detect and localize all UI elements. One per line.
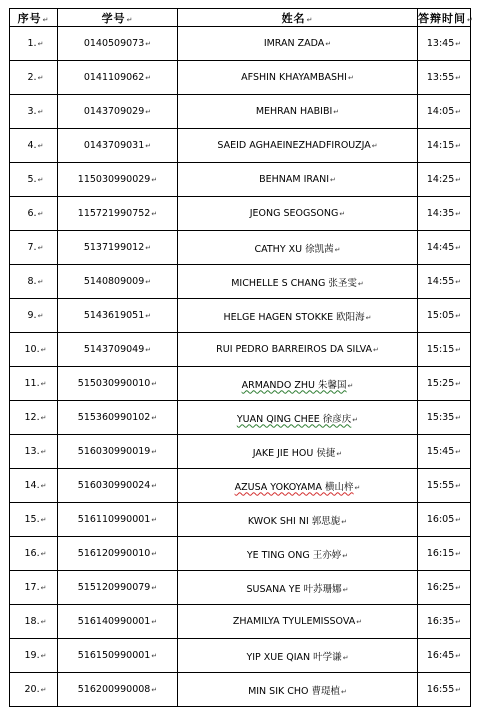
table-row [10,639,471,673]
student-id [58,61,178,95]
student-name [178,367,418,401]
row-number [10,231,58,265]
defense-time-text: 16:15 [426,548,455,559]
student-name-text: RUI PEDRO BARREIROS DA SILVA [216,344,372,355]
table-row [10,197,471,231]
student-id [58,639,178,673]
defense-time-text: 16:35 [426,616,455,627]
cell-end-mark-icon: ↵ [455,108,462,116]
cell-end-mark-icon: ↵ [151,686,158,694]
student-name [178,163,418,197]
cell-end-mark-icon: ↵ [145,74,152,82]
defense-time [418,265,471,299]
cell-end-mark-icon: ↵ [151,448,158,456]
student-id-text: 0143709029 [83,106,145,117]
header-time: 答辩时间↵ [418,9,471,27]
table-row [10,299,471,333]
table-row [10,61,471,95]
student-name-text: MEHRAN HABIBI [255,106,333,117]
table-row [10,163,471,197]
student-id-text: 516150990001 [77,650,151,661]
cell-end-mark-icon: ↵ [40,346,47,354]
cell-end-mark-icon: ↵ [455,176,462,184]
student-name-text: SAEID AGHAEINEZHADFIROUZJA [217,140,371,151]
cell-end-mark-icon: ↵ [151,618,158,626]
row-number [10,163,58,197]
table-row [10,401,471,435]
cell-end-mark-icon: ↵ [455,74,462,82]
student-id-text: 115721990752 [77,208,151,219]
table-row [10,435,471,469]
student-name [178,503,418,537]
cell-end-mark-icon: ↵ [342,653,349,662]
student-id [58,299,178,333]
student-id-text: 5137199012 [83,242,145,253]
student-id-text: 0143709031 [83,140,145,151]
row-number-text: 17. [24,582,40,593]
defense-time [418,299,471,333]
defense-time-text: 16:55 [426,684,455,695]
student-name-text: AFSHIN KHAYAMBASHI [241,72,347,83]
table-row [10,469,471,503]
student-id-text: 516140990001 [77,616,151,627]
cell-end-mark-icon: ↵ [455,414,462,422]
row-number [10,537,58,571]
student-id [58,571,178,605]
student-name [178,197,418,231]
cell-end-mark-icon: ↵ [37,142,44,150]
header-name: 姓名↵ [178,9,418,27]
student-name-text: JEONG SEOGSONG [249,208,339,219]
row-number-text: 20. [24,684,40,695]
student-id [58,333,178,367]
table-row [10,503,471,537]
cell-end-mark-icon: ↵ [37,312,44,320]
student-id [58,435,178,469]
defense-time [418,503,471,537]
row-number [10,367,58,401]
cell-end-mark-icon: ↵ [334,245,341,254]
row-number-text: 8. [27,276,37,287]
student-id [58,503,178,537]
cell-end-mark-icon: ↵ [341,687,347,696]
cell-end-mark-icon: ↵ [455,312,462,320]
student-name-text: HELGE HAGEN STOKKE 欧阳海 [223,311,365,323]
row-number-text: 10. [24,344,40,355]
student-name [178,401,418,435]
defense-time [418,333,471,367]
defense-time [418,537,471,571]
table-row [10,571,471,605]
row-number-text: 6. [27,208,37,219]
student-name-text: ZHAMILYA TYULEMISSOVA [232,616,356,627]
defense-time [418,367,471,401]
defense-time-text: 14:45 [426,242,455,253]
cell-end-mark-icon: ↵ [40,448,47,456]
cell-end-mark-icon: ↵ [342,585,349,594]
student-name-text: KWOK SHI NI 郭思旎 [247,515,341,527]
row-number-text: 18. [24,616,40,627]
student-name-text: ARMANDO ZHU 朱馨国 [241,379,347,391]
defense-time [418,639,471,673]
cell-end-mark-icon: ↵ [37,210,44,218]
row-number-text: 13. [24,446,40,457]
row-number-text: 2. [27,72,37,83]
table-row [10,265,471,299]
student-id-text: 516030990019 [77,446,151,457]
header-id: 学号↵ [58,9,178,27]
defense-time [418,605,471,639]
cell-end-mark-icon: ↵ [325,40,332,48]
table-row [10,367,471,401]
cell-end-mark-icon: ↵ [145,312,152,320]
header-row [10,9,471,27]
student-name [178,265,418,299]
cell-end-mark-icon: ↵ [40,380,47,388]
defense-time-text: 13:45 [426,38,455,49]
student-id [58,231,178,265]
cell-end-mark-icon: ↵ [151,380,158,388]
defense-time [418,673,471,707]
student-name [178,673,418,707]
table-row [10,537,471,571]
cell-end-mark-icon: ↵ [455,346,462,354]
row-number [10,61,58,95]
cell-end-mark-icon: ↵ [145,40,152,48]
cell-end-mark-icon: ↵ [330,176,336,184]
cell-end-mark-icon: ↵ [145,108,152,116]
defense-time-text: 16:05 [426,514,455,525]
row-number [10,673,58,707]
cell-end-mark-icon: ↵ [467,15,474,24]
row-number [10,435,58,469]
defense-time [418,231,471,265]
cell-end-mark-icon: ↵ [40,414,47,422]
cell-end-mark-icon: ↵ [455,40,462,48]
cell-end-mark-icon: ↵ [455,516,462,524]
student-id [58,129,178,163]
cell-end-mark-icon: ↵ [151,584,158,592]
defense-time [418,129,471,163]
student-id [58,27,178,61]
cell-end-mark-icon: ↵ [357,279,364,288]
defense-time-text: 15:05 [426,310,455,321]
cell-end-mark-icon: ↵ [42,15,50,24]
student-id-text: 516120990010 [77,548,151,559]
cell-end-mark-icon: ↵ [37,176,44,184]
cell-end-mark-icon: ↵ [40,686,47,694]
header-no: 序号↵ [10,9,58,27]
cell-end-mark-icon: ↵ [306,15,314,24]
defense-time [418,61,471,95]
defense-time-text: 14:15 [426,140,455,151]
defense-time [418,435,471,469]
row-number-text: 5. [27,174,37,185]
student-id-text: 515120990079 [77,582,151,593]
table-row [10,95,471,129]
row-number [10,401,58,435]
defense-time-text: 15:15 [426,344,455,355]
student-name [178,231,418,265]
row-number [10,469,58,503]
student-id-text: 115030990029 [77,174,151,185]
student-id-text: 516110990001 [77,514,151,525]
cell-end-mark-icon: ↵ [356,618,363,626]
row-number-text: 16. [24,548,40,559]
row-number [10,299,58,333]
row-number [10,571,58,605]
cell-end-mark-icon: ↵ [455,380,462,388]
row-number-text: 19. [24,650,40,661]
student-id [58,469,178,503]
student-name-text: CATHY XU 徐凯茜 [254,243,334,255]
cell-end-mark-icon: ↵ [339,210,346,218]
student-id-text: 5140809009 [83,276,145,287]
cell-end-mark-icon: ↵ [126,15,134,24]
defense-time-text: 15:45 [426,446,455,457]
cell-end-mark-icon: ↵ [333,108,340,116]
student-id [58,367,178,401]
row-number-text: 1. [27,38,37,49]
cell-end-mark-icon: ↵ [151,550,158,558]
cell-end-mark-icon: ↵ [455,244,462,252]
defense-time-text: 15:25 [426,378,455,389]
defense-time-text: 15:35 [426,412,455,423]
defense-time-text: 14:35 [426,208,455,219]
cell-end-mark-icon: ↵ [145,278,152,286]
row-number [10,95,58,129]
row-number-text: 3. [27,106,37,117]
row-number [10,333,58,367]
student-name-text: MICHELLE S CHANG 张圣雯 [231,277,357,289]
row-number [10,27,58,61]
defense-time [418,163,471,197]
defense-time-text: 14:55 [426,276,455,287]
student-name [178,61,418,95]
student-id-text: 0141109062 [83,72,145,83]
defense-time [418,27,471,61]
student-id [58,163,178,197]
cell-end-mark-icon: ↵ [151,652,158,660]
student-name [178,469,418,503]
student-name-text: AZUSA YOKOYAMA 横山梓 [234,481,354,493]
defense-time [418,197,471,231]
cell-end-mark-icon: ↵ [37,40,44,48]
student-name [178,333,418,367]
student-id [58,95,178,129]
student-id [58,197,178,231]
cell-end-mark-icon: ↵ [336,449,343,458]
student-id-text: 516200990008 [77,684,151,695]
cell-end-mark-icon: ↵ [455,686,462,694]
cell-end-mark-icon: ↵ [455,652,462,660]
schedule-table [9,8,474,707]
row-number [10,129,58,163]
student-name [178,299,418,333]
student-name [178,639,418,673]
table-row [10,231,471,265]
defense-time-text: 16:25 [426,582,455,593]
cell-end-mark-icon: ↵ [40,652,47,660]
cell-end-mark-icon: ↵ [37,244,44,252]
cell-end-mark-icon: ↵ [371,142,378,150]
defense-time-text: 14:05 [426,106,455,117]
row-number-text: 7. [27,242,37,253]
cell-end-mark-icon: ↵ [151,516,158,524]
table-row [10,27,471,61]
defense-time-text: 13:55 [426,72,455,83]
cell-end-mark-icon: ↵ [342,551,349,560]
cell-end-mark-icon: ↵ [40,482,47,490]
row-number-text: 11. [24,378,40,389]
cell-end-mark-icon: ↵ [455,618,462,626]
cell-end-mark-icon: ↵ [455,550,462,558]
student-id [58,265,178,299]
table-row [10,673,471,707]
row-number-text: 14. [24,480,40,491]
row-number-text: 12. [24,412,40,423]
cell-end-mark-icon: ↵ [151,482,158,490]
defense-time-text: 14:25 [426,174,455,185]
student-name-text: IMRAN ZADA [263,38,325,49]
student-name [178,95,418,129]
cell-end-mark-icon: ↵ [40,618,47,626]
student-name-text: JAKE JIE HOU 侯捷 [252,447,336,459]
student-name-text: YE TING ONG 王亦婷 [246,549,342,561]
student-name [178,27,418,61]
defense-schedule [9,8,474,707]
student-name [178,571,418,605]
student-id [58,605,178,639]
cell-end-mark-icon: ↵ [151,176,158,184]
table-row [10,333,471,367]
cell-end-mark-icon: ↵ [455,142,462,150]
cell-end-mark-icon: ↵ [40,550,47,558]
cell-end-mark-icon: ↵ [40,516,47,524]
student-name-text: SUSANA YE 叶苏珊娜 [246,583,342,595]
row-number [10,605,58,639]
student-id-text: 0140509073 [83,38,145,49]
cell-end-mark-icon: ↵ [145,346,152,354]
student-id-text: 515360990102 [77,412,151,423]
defense-time [418,571,471,605]
table-row [10,129,471,163]
cell-end-mark-icon: ↵ [37,108,44,116]
cell-end-mark-icon: ↵ [151,210,158,218]
row-number [10,265,58,299]
student-name-text: YIP XUE QIAN 叶学谦 [246,651,342,663]
cell-end-mark-icon: ↵ [455,482,462,490]
cell-end-mark-icon: ↵ [37,74,44,82]
student-id-text: 515030990010 [77,378,151,389]
cell-end-mark-icon: ↵ [365,313,372,322]
row-number-text: 4. [27,140,37,151]
student-name-text: YUAN QING CHEE 徐彦庆 [236,413,352,425]
cell-end-mark-icon: ↵ [145,244,152,252]
cell-end-mark-icon: ↵ [347,74,354,82]
defense-time-text: 16:45 [426,650,455,661]
defense-time [418,469,471,503]
cell-end-mark-icon: ↵ [347,381,354,390]
student-name [178,129,418,163]
cell-end-mark-icon: ↵ [145,142,152,150]
row-number [10,639,58,673]
student-id [58,401,178,435]
cell-end-mark-icon: ↵ [455,278,462,286]
cell-end-mark-icon: ↵ [455,584,462,592]
student-id-text: 5143709049 [83,344,145,355]
cell-end-mark-icon: ↵ [151,414,158,422]
defense-time-text: 15:55 [426,480,455,491]
student-name [178,605,418,639]
defense-time [418,401,471,435]
student-name [178,537,418,571]
row-number [10,197,58,231]
student-name-text: BEHNAM IRANI [259,174,330,185]
row-number-text: 9. [27,310,37,321]
cell-end-mark-icon: ↵ [40,584,47,592]
table-row [10,605,471,639]
row-number-text: 15. [24,514,40,525]
cell-end-mark-icon: ↵ [372,346,379,354]
cell-end-mark-icon: ↵ [37,278,44,286]
student-name-text: MIN SIK CHO 曹瑅植 [248,685,341,697]
student-name [178,435,418,469]
cell-end-mark-icon: ↵ [354,483,361,492]
student-id-text: 516030990024 [77,480,151,491]
cell-end-mark-icon: ↵ [455,210,462,218]
schedule-body [10,27,471,707]
student-id-text: 5143619051 [83,310,145,321]
student-id [58,673,178,707]
row-number [10,503,58,537]
defense-time [418,95,471,129]
cell-end-mark-icon: ↵ [341,517,348,526]
student-id [58,537,178,571]
cell-end-mark-icon: ↵ [455,448,462,456]
cell-end-mark-icon: ↵ [352,415,359,424]
